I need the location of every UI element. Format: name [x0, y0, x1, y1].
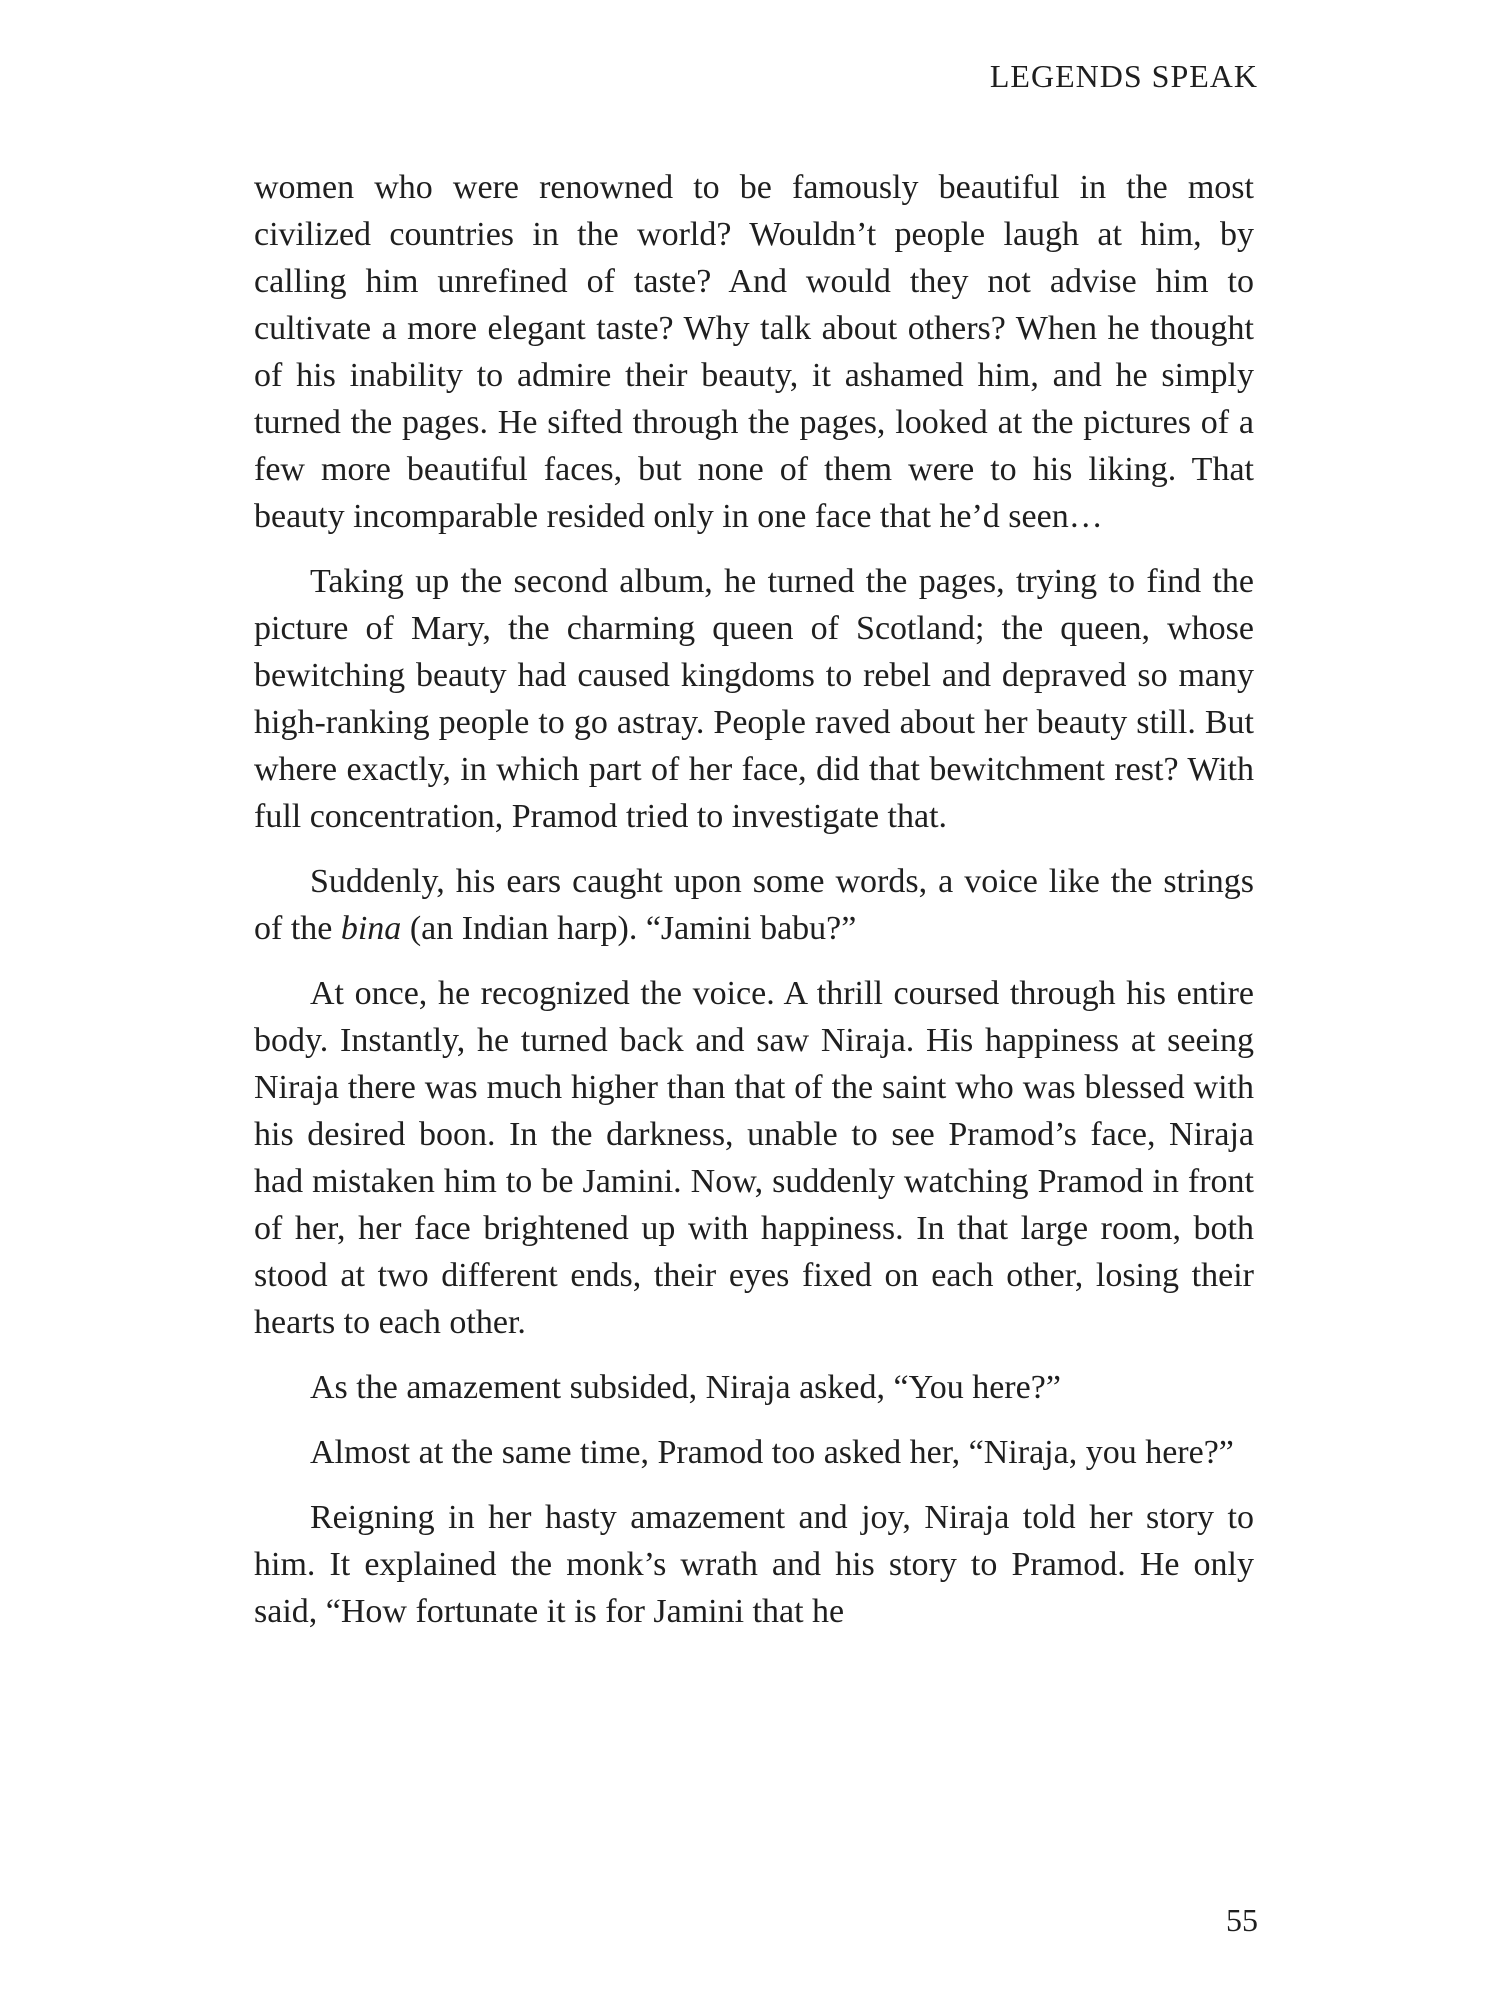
paragraph-3-text-after: (an Indian harp). “Jamini babu?”	[401, 910, 857, 947]
paragraph-7: Reigning in her hasty amazement and joy, Niraja told her story to him. It explained the monk’s wrath and his story to Pramod. He only said, “How fortunate it is for Jamini that he	[254, 1499, 1254, 1630]
paragraph-4: At once, he recognized the voice. A thrill coursed through his entire body. Instantly, he turned back and saw Niraja. His happiness at seeing Niraja there was much higher than that of the saint who was blessed with his desired boon. In the darkness, unable to see Pramod’s face, Niraja had mistaken him to be Jamini. Now, suddenly watching Pramod in front of her, her face brightened up with happiness. In that large room, both stood at two different ends, their eyes fixed on each other, losing their hearts to each other.	[254, 975, 1254, 1341]
paragraph-3-text-before: Suddenly, his ears caught upon some words, a voice like the strings of the	[254, 863, 1254, 947]
paragraph-1: women who were renowned to be famously beautiful in the most civilized countries in the world? Wouldn’t people laugh at him, by calling him unrefined of taste? And would they not advise him to cultivate a more elegant taste? Why talk about others? When he thought of his inability to admire their beauty, it ashamed him, and he simply turned the pages. He sifted through the pages, looked at the pictures of a few more beautiful faces, but none of them were to his liking. That beauty incomparable resided only in one face that he’d seen…	[254, 169, 1254, 535]
running-head: LEGENDS SPEAK	[989, 58, 1258, 94]
page-number: 55	[1226, 1902, 1258, 1938]
paragraph-6: Almost at the same time, Pramod too asked her, “Niraja, you here?”	[310, 1434, 1234, 1471]
italic-term-bina: bina	[340, 910, 402, 947]
paragraph-5: As the amazement subsided, Niraja asked, “You here?”	[310, 1369, 1061, 1406]
paragraph-2: Taking up the second album, he turned the pages, trying to find the picture of Mary, the charming queen of Scotland; the queen, whose bewitching beauty had caused kingdoms to rebel and depraved so many high-ranking people to go astray. People raved about her beauty still. But where exactly, in which part of her face, did that bewitchment rest? With full concentration, Pramod tried to investigate that.	[254, 563, 1254, 835]
body-text	[254, 164, 1254, 1635]
paragraph-3	[254, 858, 1254, 952]
